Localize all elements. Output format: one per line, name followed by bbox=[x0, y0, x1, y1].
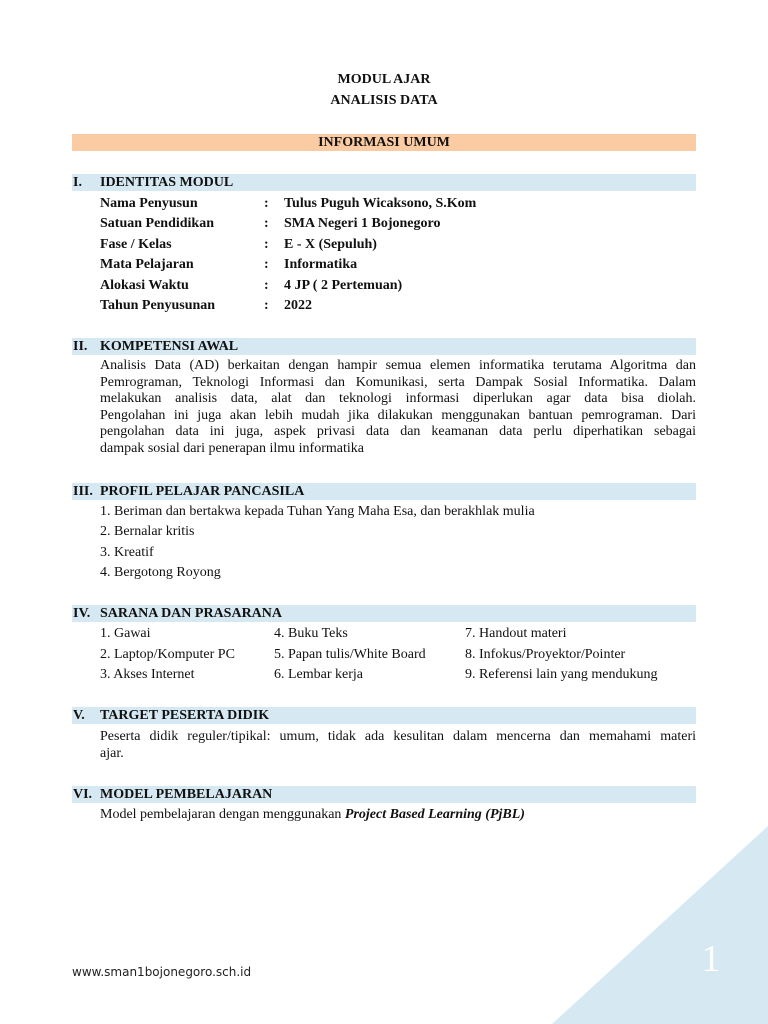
section-model-header bbox=[72, 786, 696, 803]
identitas-label: Alokasi Waktu bbox=[100, 278, 189, 293]
section-identitas-header bbox=[72, 174, 696, 191]
section-profil-header bbox=[72, 483, 696, 500]
identitas-sep: : bbox=[264, 216, 269, 231]
section-number: VI. bbox=[73, 787, 93, 802]
list-item: 2. Laptop/Komputer PC bbox=[100, 647, 235, 662]
identitas-value: SMA Negeri 1 Bojonegoro bbox=[284, 216, 441, 231]
kompetensi-paragraph bbox=[100, 358, 696, 457]
paragraph-line: Pengolahan ini juga akan lebih mudah jika dilakukan menggunakan bantuan pemrograman. Dari bbox=[100, 407, 696, 423]
list-item: 4. Bergotong Royong bbox=[100, 565, 221, 580]
list-item: 8. Infokus/Proyektor/Pointer bbox=[465, 647, 626, 662]
section-title: IDENTITAS MODUL bbox=[100, 175, 234, 190]
list-item: 4. Buku Teks bbox=[274, 626, 348, 641]
identitas-label: Fase / Kelas bbox=[100, 237, 172, 252]
list-item: 3. Kreatif bbox=[100, 545, 154, 560]
section-sarana-header bbox=[72, 605, 696, 622]
target-paragraph bbox=[100, 729, 696, 762]
identitas-label: Tahun Penyusunan bbox=[100, 298, 216, 313]
footer-url: www.sman1bojonegoro.sch.id bbox=[72, 965, 252, 979]
identitas-value: Tulus Puguh Wicaksono, S.Kom bbox=[284, 196, 477, 211]
identitas-label: Nama Penyusun bbox=[100, 196, 198, 211]
model-text bbox=[100, 805, 525, 825]
section-number: III. bbox=[73, 484, 93, 499]
section-title: PROFIL PELAJAR PANCASILA bbox=[100, 484, 305, 499]
list-item: 2. Bernalar kritis bbox=[100, 524, 195, 539]
identitas-value: 2022 bbox=[284, 298, 312, 313]
paragraph-line: Pemrograman, Teknologi Informasi dan Komunikasi, serta Dampak Sosial Informatika. Dalam bbox=[100, 374, 696, 390]
list-item: 5. Papan tulis/White Board bbox=[274, 647, 426, 662]
identitas-value: E - X (Sepuluh) bbox=[284, 237, 377, 252]
section-number: IV. bbox=[73, 606, 91, 621]
model-text-emphasis: Project Based Learning (PjBL) bbox=[344, 807, 525, 822]
list-item: 7. Handout materi bbox=[465, 626, 567, 641]
section-number: II. bbox=[73, 339, 88, 354]
paragraph-line: ajar. bbox=[100, 745, 124, 761]
section-kompetensi-header bbox=[72, 338, 696, 355]
paragraph-line: Peserta didik reguler/tipikal: umum, tidak ada kesulitan dalam mencerna dan memahami materi bbox=[100, 729, 696, 744]
identitas-label: Mata Pelajaran bbox=[100, 257, 194, 272]
model-text-prefix: Model pembelajaran dengan menggunakan bbox=[100, 807, 345, 822]
page-number: 1 bbox=[701, 938, 721, 980]
identitas-sep: : bbox=[264, 257, 269, 272]
paragraph-line: melakukan analisis data, alat dan teknologi informasi diperlukan agar data bisa diolah. bbox=[100, 391, 696, 406]
list-item: 9. Referensi lain yang mendukung bbox=[465, 667, 658, 682]
identitas-sep: : bbox=[264, 196, 269, 211]
paragraph-line: dampak sosial dari penerapan ilmu informatika bbox=[100, 440, 364, 456]
info-umum-header: INFORMASI UMUM bbox=[72, 134, 696, 151]
paragraph-line: pengolahan data ini juga, aspek privasi data dan keamanan data perlu diperhatikan sebagai bbox=[100, 424, 696, 439]
document-subtitle: ANALISIS DATA bbox=[330, 93, 438, 108]
section-title: MODEL PEMBELAJARAN bbox=[100, 787, 273, 802]
list-item: 1. Beriman dan bertakwa kepada Tuhan Yang Maha Esa, dan berakhlak mulia bbox=[100, 504, 535, 519]
paragraph-line: Analisis Data (AD) berkaitan dengan hampir semua elemen informatika terutama Algoritma dan bbox=[100, 358, 696, 373]
section-title: SARANA DAN PRASARANA bbox=[100, 606, 283, 621]
section-number: I. bbox=[73, 175, 82, 190]
identitas-label: Satuan Pendidikan bbox=[100, 216, 214, 231]
identitas-value: 4 JP ( 2 Pertemuan) bbox=[284, 278, 403, 293]
section-title: TARGET PESERTA DIDIK bbox=[100, 708, 270, 723]
identitas-value: Informatika bbox=[284, 257, 358, 272]
section-number: V. bbox=[73, 708, 85, 723]
identitas-sep: : bbox=[264, 278, 269, 293]
section-target-header bbox=[72, 707, 696, 724]
document-title: MODUL AJAR bbox=[337, 72, 431, 87]
list-item: 1. Gawai bbox=[100, 626, 151, 641]
identitas-sep: : bbox=[264, 298, 269, 313]
section-title: KOMPETENSI AWAL bbox=[100, 339, 239, 354]
list-item: 6. Lembar kerja bbox=[274, 667, 364, 682]
identitas-sep: : bbox=[264, 237, 269, 252]
list-item: 3. Akses Internet bbox=[100, 667, 195, 682]
